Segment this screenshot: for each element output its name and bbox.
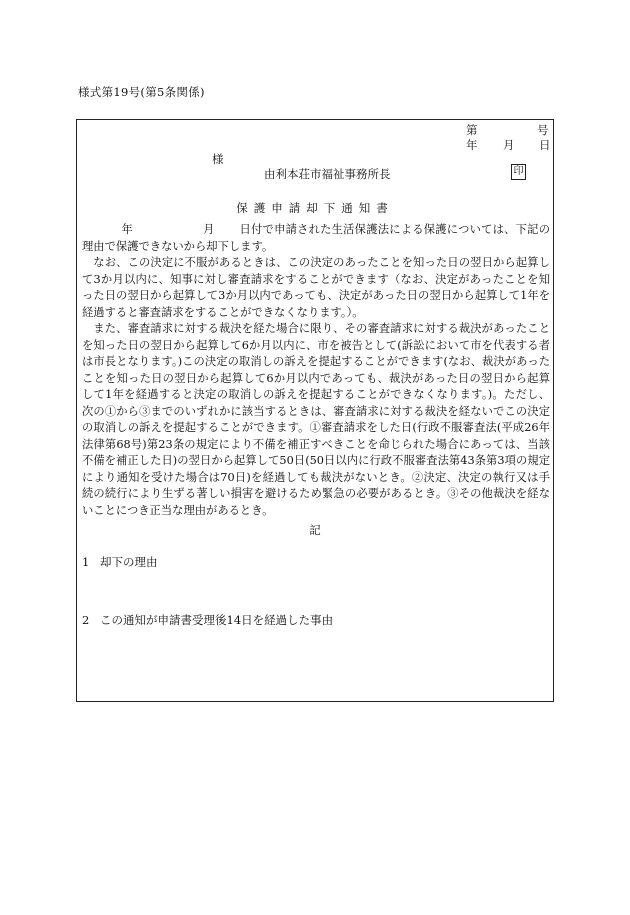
item-1: 1 却下の理由 [82, 555, 158, 569]
form-reference: 様式第19号(第5条関係) [78, 85, 205, 99]
item-2: 2 この通知が申請書受理後14日を経過した事由 [82, 613, 334, 627]
seal-icon: 印 [511, 164, 526, 180]
paragraph-2: なお、この決定に不服があるときは、この決定のあったことを知った日の翌日から起算して3か月以内に、知事に対し審査請求をすることができます（なお、決定があったことを知った日の翌日から起算して3か月以内であっても、決定があった日の翌日から起算して1年を経過すると審査請求をすることができなくなります。）。 [82, 256, 550, 319]
date-tsuki-label: 月 [503, 138, 515, 152]
addressee-suffix: 様 [212, 152, 224, 166]
ki-heading: 記 [309, 523, 321, 537]
go-label: 号 [537, 123, 549, 137]
date-nen-label: 年 [466, 138, 478, 152]
paragraph-3: また、審査請求に対する裁決を経た場合に限り、その審査請求に対する裁決があったことを知った日の翌日から起算して6か月以内に、市を被告として(訴訟において市を代表する者は市長となります。)この決定の取消しの訴えを提起することができます(なお、裁決があったことを知った日の翌日から起算して6か月以内であっても、裁決があった日の翌日から起算して1年を経過すると決定の取消しの訴えを提起することができなくなります。)。ただし、次の①から③までのいずれかに該当するときは、審査請求に対する裁決を経ないでこの決定の取消しの訴えを提起することができます。①審査請求をした日(行政不服審査法(平成26年法律第68号)第23条の規定により不備を補正すべきことを命じられた場合にあっては、当該不備を補正した日)の翌日から起算して50日(50日以内に行政不服審査法第43条第3項の規定により通知を受けた場合は70日)を経過しても裁決がないとき。②決定、決定の執行又は手続の続行により生ずる著しい損害を避けるため緊急の必要があるとき。③その他裁決を経ないことにつき正当な理由があるとき。 [82, 322, 550, 517]
body-text [82, 222, 550, 519]
paragraph-1: 年 月 日付で申請された生活保護法による保護については、下記の理由で保護できないから却下します。 [82, 223, 550, 253]
issuer-name: 由利本荘市福祉事務所長 [264, 167, 391, 181]
date-hi-label: 日 [539, 138, 551, 152]
document-title: 保護申請却下通知書 [236, 201, 394, 215]
dai-label: 第 [466, 123, 478, 137]
